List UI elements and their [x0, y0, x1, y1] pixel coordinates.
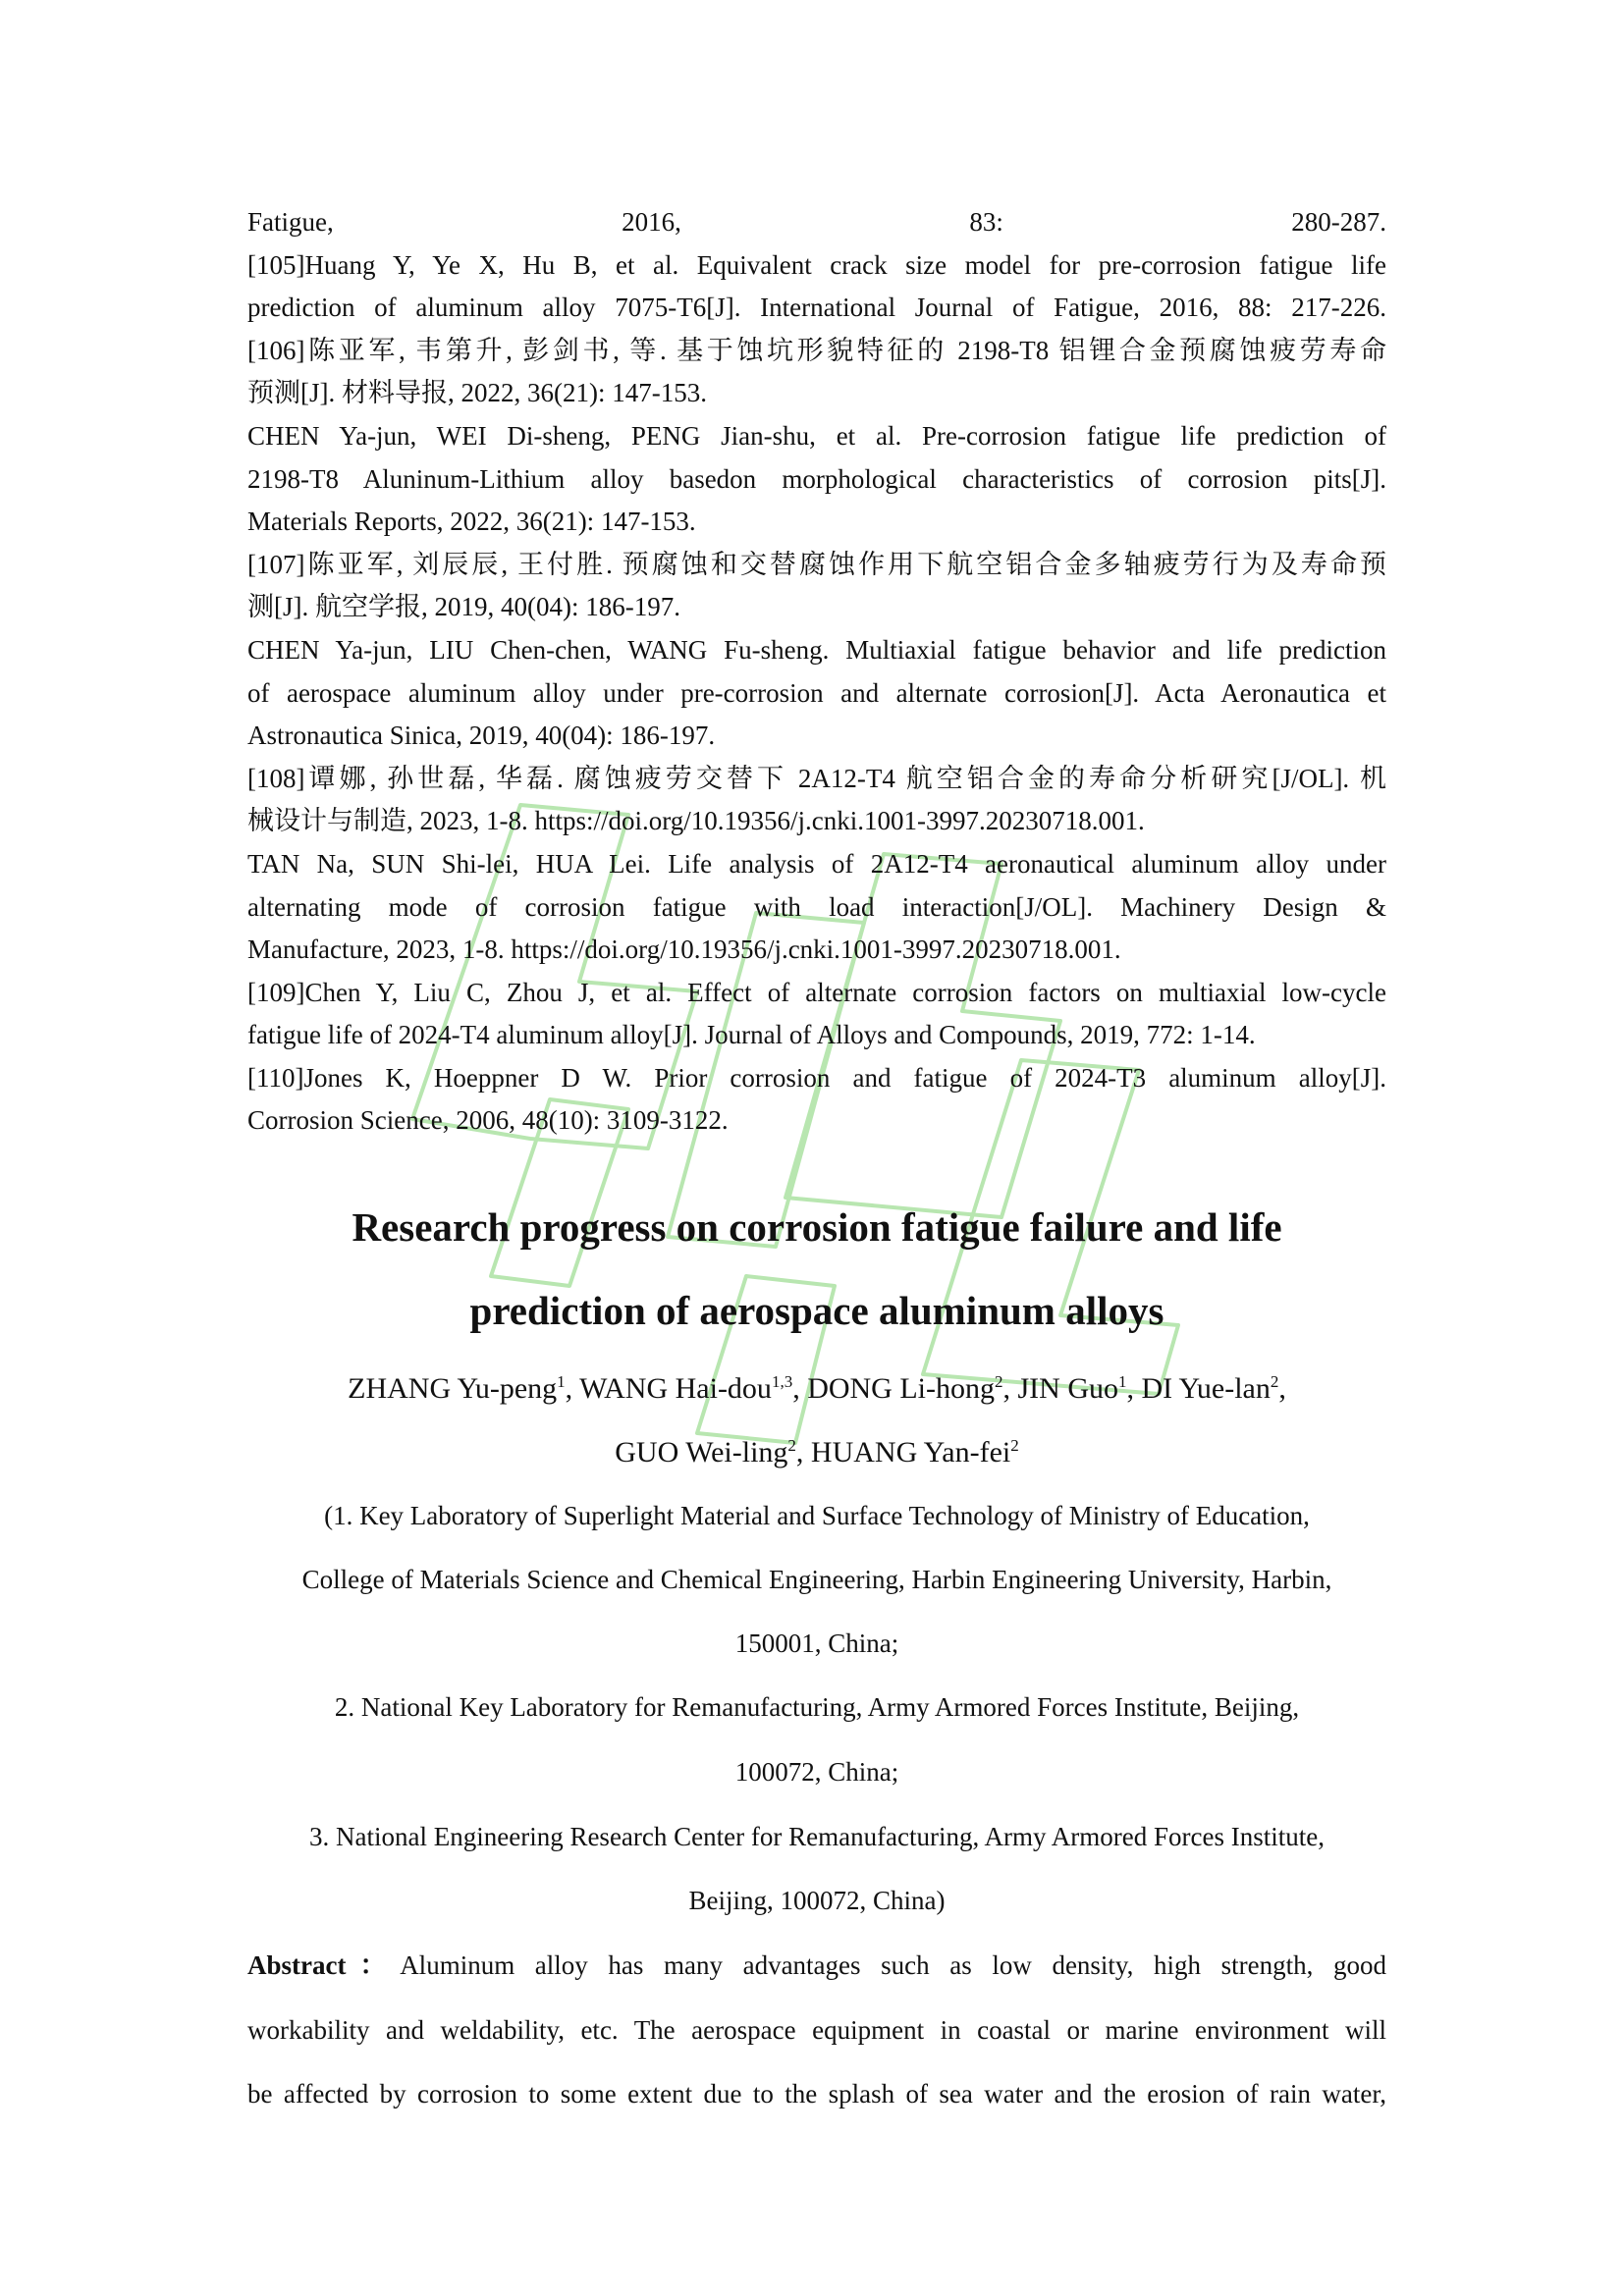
author-affiliation-mark: 1,3: [771, 1372, 793, 1391]
author-affiliation-mark: 2: [995, 1372, 1003, 1391]
author-affiliation-mark: 2: [787, 1436, 796, 1455]
author-separator: ,: [1278, 1372, 1286, 1405]
reference-line: 测[J]. 航空学报, 2019, 40(04): 186-197.: [247, 592, 680, 622]
author-affiliation-mark: 2: [1010, 1436, 1019, 1455]
reference-line: CHEN Ya-jun, WEI Di-sheng, PENG Jian-shu, et al. Pre-corrosion fatigue life prediction of: [247, 420, 1386, 451]
author-name: HUANG Yan-fei: [810, 1436, 1011, 1468]
reference-line: Fatigue, 2016, 83: 280-287.: [247, 207, 1386, 237]
paper-title-line-2: prediction of aerospace aluminum alloys: [469, 1288, 1164, 1333]
paper-title-line-1: Research progress on corrosion fatigue failure and life: [352, 1204, 1282, 1250]
reference-line: [107]陈亚军, 刘辰辰, 王付胜. 预腐蚀和交替腐蚀作用下航空铝合金多轴疲劳行为及寿命预: [247, 549, 1386, 579]
reference-line: [108]谭娜, 孙世磊, 华磊. 腐蚀疲劳交替下 2A12-T4 航空铝合金的寿命分析研究[J/OL]. 机: [247, 763, 1386, 793]
reference-line: of aerospace aluminum alloy under pre-corrosion and alternate corrosion[J]. Acta Aeronautica et: [247, 677, 1386, 708]
affiliation-line: 3. National Engineering Research Center for Remanufacturing, Army Armored Forces Institute,: [309, 1822, 1325, 1851]
abstract-line: workability and weldability, etc. The aerospace equipment in coastal or marine environment will: [247, 2014, 1386, 2045]
affiliation-line: 100072, China;: [734, 1757, 899, 1787]
abstract-text: Aluminum alloy has many advantages such as low density, high strength, good: [400, 1950, 1386, 1980]
affiliation-line: (1. Key Laboratory of Superlight Material and Surface Technology of Ministry of Education,: [324, 1501, 1310, 1530]
author-name: GUO Wei-ling: [615, 1436, 788, 1468]
author-separator: ,: [1002, 1372, 1018, 1405]
author-separator: ,: [795, 1436, 811, 1468]
reference-line: [109]Chen Y, Liu C, Zhou J, et al. Effect of alternate corrosion factors on multiaxial low-cycle: [247, 977, 1386, 1007]
reference-line: TAN Na, SUN Shi-lei, HUA Lei. Life analysis of 2A12-T4 aeronautical aluminum alloy under: [247, 848, 1386, 879]
abstract-section: [247, 1944, 1386, 2137]
author-name: DONG Li-hong: [807, 1372, 995, 1405]
reference-line: Corrosion Science, 2006, 48(10): 3109-3122.: [247, 1105, 729, 1136]
reference-line: 预测[J]. 材料导报, 2022, 36(21): 147-153.: [247, 378, 707, 408]
abstract-label: Abstract：: [247, 1950, 401, 1980]
reference-line: [105]Huang Y, Ye X, Hu B, et al. Equivalent crack size model for pre-corrosion fatigue life: [247, 249, 1386, 280]
reference-line: prediction of aluminum alloy 7075-T6[J]. International Journal of Fatigue, 2016, 88: 217-226.: [247, 293, 1386, 323]
reference-line: Astronautica Sinica, 2019, 40(04): 186-197.: [247, 721, 716, 751]
author-affiliation-mark: 1: [557, 1372, 566, 1391]
reference-line: 2198-T8 Aluninum-Lithium alloy basedon morphological characteristics of corrosion pits[J].: [247, 463, 1386, 494]
author-name: WANG Hai-dou: [579, 1372, 772, 1405]
author-name: ZHANG Yu-peng: [348, 1372, 558, 1405]
reference-line: Manufacture, 2023, 1-8. https://doi.org/10.19356/j.cnki.1001-3997.20230718.001.: [247, 934, 1121, 965]
reference-line: [110]Jones K, Hoeppner D W. Prior corrosion and fatigue of 2024-T3 aluminum alloy[J].: [247, 1062, 1386, 1093]
affiliation-line: Beijing, 100072, China): [688, 1886, 946, 1915]
author-separator: ,: [792, 1372, 808, 1405]
author-affiliation-mark: 2: [1270, 1372, 1279, 1391]
reference-line: 械设计与制造, 2023, 1-8. https://doi.org/10.19356/j.cnki.1001-3997.20230718.001.: [247, 806, 1145, 836]
reference-line: Materials Reports, 2022, 36(21): 147-153.: [247, 507, 696, 537]
author-separator: ,: [565, 1372, 580, 1405]
affiliation-line: College of Materials Science and Chemical Engineering, Harbin Engineering University, Harbin,: [301, 1565, 1332, 1594]
affiliation-line: 150001, China;: [734, 1629, 899, 1658]
reference-list: [247, 201, 1386, 1143]
author-name: DI Yue-lan: [1141, 1372, 1271, 1405]
reference-line: CHEN Ya-jun, LIU Chen-chen, WANG Fu-sheng. Multiaxial fatigue behavior and life prediction: [247, 634, 1386, 665]
reference-line: [106]陈亚军, 韦第升, 彭剑书, 等. 基于蚀坑形貌特征的 2198-T8 铝锂合金预腐蚀疲劳寿命: [247, 335, 1386, 365]
author-separator: ,: [1126, 1372, 1142, 1405]
abstract-line: [247, 1944, 1386, 2008]
reference-line: alternating mode of corrosion fatigue with load interaction[J/OL]. Machinery Design &: [247, 891, 1386, 922]
author-line-2: [247, 1428, 1386, 1477]
author-name: JIN Guo: [1017, 1372, 1118, 1405]
reference-line: fatigue life of 2024-T4 aluminum alloy[J]. Journal of Alloys and Compounds, 2019, 772: 1-14.: [247, 1020, 1256, 1050]
author-line-1: [247, 1364, 1386, 1414]
affiliation-line: 2. National Key Laboratory for Remanufacturing, Army Armored Forces Institute, Beijing,: [334, 1692, 1300, 1722]
abstract-line: be affected by corrosion to some extent due to the splash of sea water and the erosion of rain water,: [247, 2079, 1386, 2109]
author-affiliation-mark: 1: [1118, 1372, 1127, 1391]
